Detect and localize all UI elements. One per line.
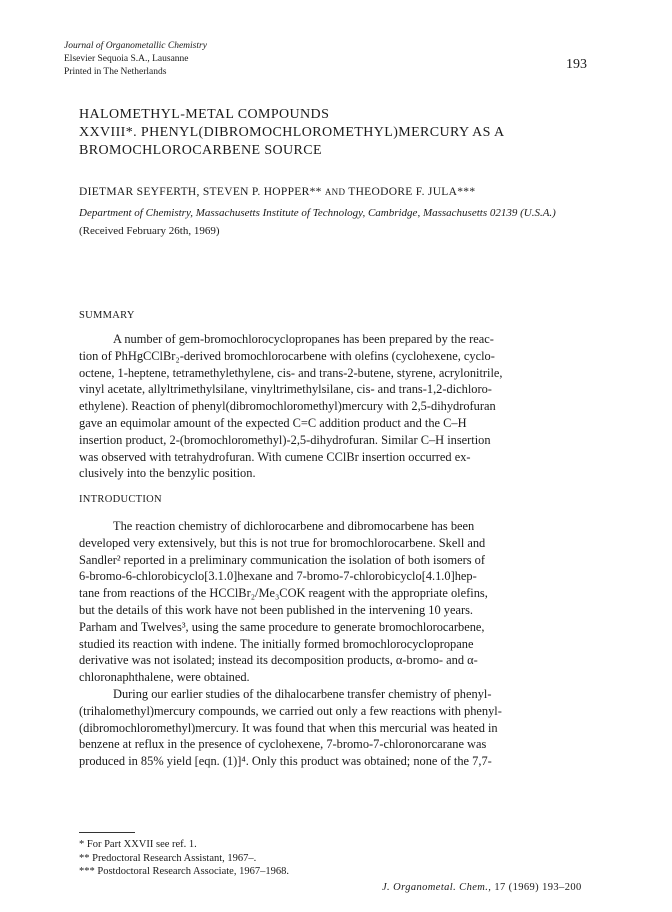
intro-line: Parham and Twelves³, using the same procedure to generate bromochlorocarbene, <box>79 619 485 634</box>
summary-line: was observed with tetrahydrofuran. With cumene CClBr insertion occurred ex- <box>79 449 471 464</box>
author-group-1: DIETMAR SEYFERTH, STEVEN P. HOPPER** <box>79 186 322 198</box>
intro-line: (dibromochloromethyl)mercury. It was found that when this mercurial was heated in <box>79 720 498 735</box>
summary-text <box>79 331 597 482</box>
affiliation: Department of Chemistry, Massachusetts Institute of Technology, Cambridge, Massachusetts 02139 (U.S.A.) <box>79 207 556 219</box>
authors <box>79 186 475 198</box>
journal-name: Journal of Organometallic Chemistry <box>64 41 207 51</box>
summary-line: ethylene). Reaction of phenyl(dibromochloromethyl)mercury with 2,5-dihydrofuran <box>79 399 496 414</box>
intro-line: studied its reaction with indene. The initially formed bromochlorocyclopropane <box>79 636 474 651</box>
introduction-text <box>79 518 597 770</box>
intro-line: During our earlier studies of the dihalocarbene transfer chemistry of phenyl- <box>113 686 492 701</box>
intro-line: (trihalomethyl)mercury compounds, we carried out only a few reactions with phenyl- <box>79 703 502 718</box>
footnote-3: *** Postdoctoral Research Associate, 1967–1968. <box>79 866 289 877</box>
page-number: 193 <box>566 57 587 72</box>
intro-line: 6-bromo-6-chlorobicyclo[3.1.0]hexane and 7-bromo-7-chlorobicyclo[4.1.0]hep- <box>79 569 477 584</box>
journal-printed: Printed in The Netherlands <box>64 67 167 77</box>
intro-line: The reaction chemistry of dichlorocarbene and dibromocarbene has been <box>113 519 475 533</box>
intro-line: tane from reactions of the HCClBr₂/Me₃COK reagent with the appropriate olefins, <box>79 586 488 601</box>
summary-line: vinyl acetate, allyltrimethylsilane, vinyltrimethylsilane, cis- and trans-1,2-dichloro- <box>79 382 492 397</box>
authors-and: AND <box>324 187 346 197</box>
summary-line: gave an equimolar amount of the expected C=C addition product and the C–H <box>79 415 467 430</box>
title-line-3: BROMOCHLOROCARBENE SOURCE <box>79 143 322 158</box>
footnote-1: * For Part XXVII see ref. 1. <box>79 839 197 850</box>
citation-details: 17 (1969) 193–200 <box>494 882 582 893</box>
summary-heading: SUMMARY <box>79 310 135 321</box>
journal-publisher: Elsevier Sequoia S.A., Lausanne <box>64 54 189 64</box>
intro-line: Sandler² reported in a preliminary communication the isolation of both isomers of <box>79 552 485 567</box>
received-date: (Received February 26th, 1969) <box>79 225 220 237</box>
footnotes <box>79 838 289 879</box>
intro-line: chloronaphthalene, were obtained. <box>79 670 250 685</box>
summary-line: tion of PhHgCClBr₂-derived bromochlorocarbene with olefins (cyclohexene, cyclo- <box>79 348 495 363</box>
journal-info <box>64 40 207 79</box>
introduction-heading: INTRODUCTION <box>79 494 162 505</box>
footnote-divider <box>79 832 135 833</box>
footnote-2: ** Predoctoral Research Assistant, 1967–. <box>79 852 257 864</box>
title-line-2: XXVIII*. PHENYL(DIBROMOCHLOROMETHYL)MERCURY AS A <box>79 125 505 140</box>
intro-line: benzene at reflux in the presence of cyclohexene, 7-bromo-7-chloronorcarane was <box>79 737 487 752</box>
paper-title <box>79 106 504 160</box>
summary-line: octene, 1-heptene, tetramethylethylene, cis- and trans-2-butene, styrene, acrylonitrile, <box>79 365 503 380</box>
journal-citation <box>382 882 582 893</box>
summary-line: clusively into the benzylic position. <box>79 466 256 481</box>
intro-line: derivative was not isolated; instead its decomposition products, α-bromo- and α- <box>79 653 478 668</box>
author-group-2: THEODORE F. JULA*** <box>348 186 476 198</box>
intro-line: but the details of this work have not been published in the intervening 10 years. <box>79 602 474 617</box>
summary-line: A number of gem-bromochlorocyclopropanes has been prepared by the reac- <box>113 332 494 346</box>
intro-line: developed very extensively, but this is not true for bromochlorocarbene. Skell and <box>79 535 486 550</box>
title-line-1: HALOMETHYL-METAL COMPOUNDS <box>79 107 330 122</box>
summary-line: insertion product, 2-(bromochloromethyl)-2,5-dihydrofuran. Similar C–H insertion <box>79 432 491 447</box>
intro-line: produced in 85% yield [eqn. (1)]⁴. Only this product was obtained; none of the 7,7- <box>79 754 492 769</box>
citation-journal: J. Organometal. Chem., <box>382 882 492 893</box>
